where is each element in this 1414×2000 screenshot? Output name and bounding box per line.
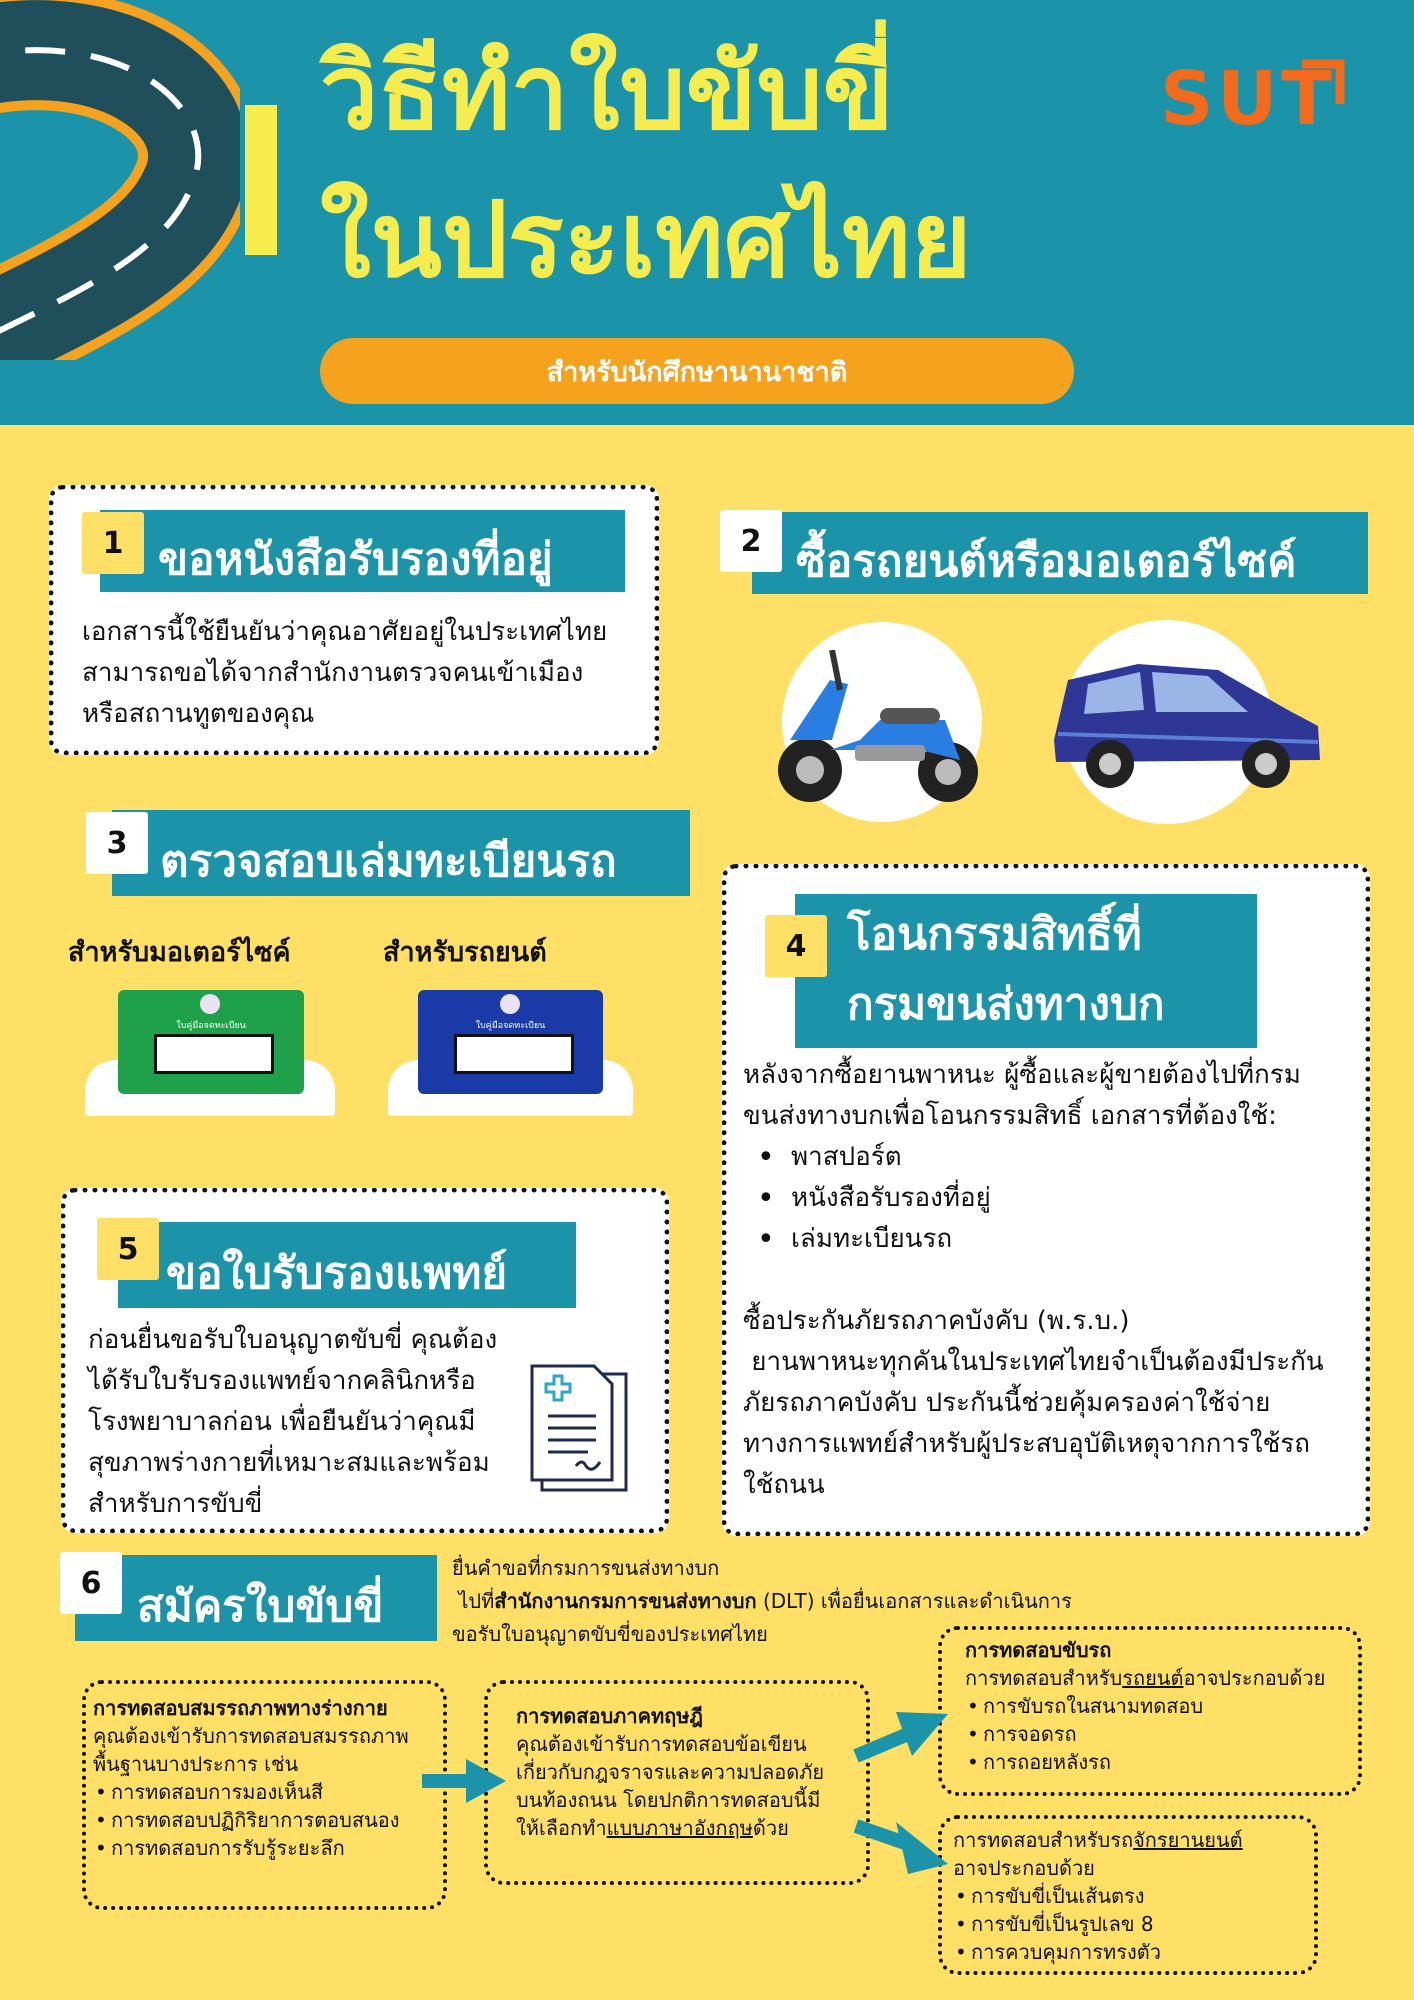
arrow-right-icon (420, 1755, 510, 1815)
step5-title: ขอใบรับรองแพทย์ (118, 1222, 576, 1308)
step5-number-badge: 5 (97, 1218, 159, 1280)
motorcycle-icon (770, 650, 990, 810)
step2-title: ซื้อรถยนต์หรือมอเตอร์ไซค์ (752, 512, 1368, 594)
physical-test-list (93, 1778, 438, 1862)
list-item: • การถอยหลังรถ (965, 1748, 1355, 1776)
step5-body-line: สำหรับการขับขี่ (88, 1489, 263, 1519)
step6-desc-line (452, 1585, 1152, 1618)
desc-text: (DLT) เพื่อยื่นเอกสารและดำเนินการ (756, 1589, 1072, 1613)
list-item: • การทดสอบการรับรู้ระยะลึก (93, 1834, 438, 1862)
list-item: • พาสปอร์ต (743, 1137, 1363, 1178)
required-documents-list (743, 1137, 1363, 1260)
title-accent-bar (245, 105, 277, 255)
driving-test-intro (965, 1664, 1355, 1692)
insurance-line: ภัยรถภาคบังคับ ประกันนี้ช่วยคุ้มครองค่าใช้จ่าย (743, 1388, 1271, 1418)
step6-number-badge: 6 (60, 1552, 122, 1614)
step3-title: ตรวจสอบเล่มทะเบียนรถ (112, 810, 690, 896)
car-text: รถยนต์ (1122, 1666, 1184, 1690)
moto-test-intro (953, 1826, 1313, 1854)
theory-text: ให้เลือกทำ (516, 1816, 607, 1840)
english-version-text: แบบภาษาอังกฤษ (606, 1816, 753, 1840)
theory-test-line: เกี่ยวกับกฎจราจรและความปลอดภัย (516, 1760, 825, 1784)
step4-intro-line: ขนส่งทางบกเพื่อโอนกรรมสิทธิ์ เอกสารที่ต้องใช้: (743, 1101, 1277, 1131)
moto-test-intro-line2: อาจประกอบด้วย (953, 1856, 1095, 1880)
arrow-up-right-icon (852, 1690, 952, 1770)
step4-title-line: โอนกรรมสิทธิ์ที่ (847, 909, 1142, 960)
desc-text: ไปที่ (452, 1589, 495, 1613)
subtitle-pill: สำหรับนักศึกษานานาชาติ (320, 338, 1074, 404)
dlt-office-name: สำนักงานกรมการขนส่งทางบก (494, 1589, 757, 1613)
step2-number-badge: 2 (720, 510, 782, 572)
list-item: • เล่มทะเบียนรถ (743, 1219, 1363, 1260)
step1-number-badge: 1 (82, 512, 144, 574)
emblem-icon (500, 994, 520, 1014)
list-item: • การทดสอบปฏิกิริยาการตอบสนอง (93, 1806, 438, 1834)
theory-test-line: คุณต้องเข้ารับการทดสอบข้อเขียน (516, 1732, 807, 1756)
book-caption: ใบคู่มือจดทะเบียน (176, 1021, 246, 1031)
physical-test-line: คุณต้องเข้ารับการทดสอบสมรรถภาพ (93, 1724, 409, 1748)
step4-title (795, 894, 1257, 1048)
book-info-panel (154, 1034, 274, 1074)
sut-logo: SUT (1160, 56, 1336, 142)
step5-body-line: สุขภาพร่างกายที่เหมาะสมและพร้อม (88, 1448, 490, 1478)
list-item: • การจอดรถ (965, 1720, 1355, 1748)
list-item: • การทดสอบการมองเห็นสี (93, 1778, 438, 1806)
step1-body (82, 612, 652, 735)
theory-test-line (516, 1814, 856, 1842)
arrow-down-right-icon (852, 1812, 952, 1892)
step5-body-line: ก่อนยื่นขอรับใบอนุญาตขับขี่ คุณต้อง (88, 1325, 498, 1355)
road-illustration (0, 0, 240, 360)
insurance-line: ทางการแพทย์สำหรับผู้ประสบอุบัติเหตุจากการใช้รถ (743, 1429, 1310, 1459)
step4-body (743, 1055, 1363, 1506)
list-item: • การขับขี่เป็นรูปเลข 8 (953, 1910, 1313, 1938)
step4-title-line: กรมขนส่งทางบก (847, 979, 1165, 1030)
car-driving-test-list (965, 1692, 1355, 1776)
moto-driving-test-list (953, 1882, 1313, 1966)
car-icon (1048, 660, 1328, 790)
emblem-icon (200, 994, 220, 1014)
driving-test-title: การทดสอบขับรถ (965, 1638, 1112, 1662)
insurance-line: ยานพาหนะทุกคันในประเทศไทยจำเป็นต้องมีประกัน (743, 1347, 1324, 1377)
page-title-line1: วิธีทำใบขับขี่ (320, 31, 894, 153)
step1-body-line: สามารถขอได้จากสำนักงานตรวจคนเข้าเมือง (82, 658, 584, 688)
book-caption: ใบคู่มือจดทะเบียน (475, 1021, 546, 1031)
insurance-heading: ซื้อประกันภัยรถภาคบังคับ (พ.ร.บ.) (743, 1306, 1130, 1336)
moto-registration-label: สำหรับมอเตอร์ไซค์ (68, 937, 291, 968)
theory-test-title: การทดสอบภาคทฤษฎี (516, 1704, 703, 1728)
physical-test-line: พื้นฐานบางประการ เช่น (93, 1752, 299, 1776)
physical-test-title: การทดสอบสมรรถภาพทางร่างกาย (93, 1696, 388, 1720)
step4-intro-line: หลังจากซื้อยานพาหนะ ผู้ซื้อและผู้ขายต้องไปที่กรม (743, 1060, 1301, 1090)
book-info-panel (454, 1034, 574, 1074)
intro-text: อาจประกอบด้วย (1183, 1666, 1326, 1690)
logo-corner-mark (1298, 58, 1350, 108)
car-driving-test-content (965, 1636, 1355, 1776)
step5-body-line: ได้รับใบรับรองแพทย์จากคลินิกหรือ (88, 1366, 476, 1396)
list-item: • การขับรถในสนามทดสอบ (965, 1692, 1355, 1720)
intro-text: การทดสอบสำหรับรถ (953, 1828, 1134, 1852)
page-title-line2: ในประเทศไทย (320, 179, 972, 301)
theory-text: ด้วย (752, 1816, 789, 1840)
medical-certificate-icon (528, 1362, 630, 1494)
list-item: • การควบคุมการทรงตัว (953, 1938, 1313, 1966)
step6-desc-line: ยื่นคำขอที่กรมการขนส่งทางบก (452, 1556, 720, 1580)
list-item: • หนังสือรับรองที่อยู่ (743, 1178, 1363, 1219)
theory-test-line: บนท้องถนน โดยปกติการทดสอบนี้มี (516, 1788, 821, 1812)
step5-body (88, 1320, 548, 1525)
step6-desc-line: ขอรับใบอนุญาตขับขี่ของประเทศไทย (452, 1622, 768, 1646)
intro-text: การทดสอบสำหรับ (965, 1666, 1123, 1690)
physical-test-content (93, 1694, 438, 1862)
step1-body-line: เอกสารนี้ใช้ยืนยันว่าคุณอาศัยอยู่ในประเทศไทย (82, 617, 608, 647)
insurance-line: ใช้ถนน (743, 1470, 825, 1500)
motorcycle-text: จักรยานยนต์ (1133, 1828, 1243, 1852)
list-item: • การขับขี่เป็นเส้นตรง (953, 1882, 1313, 1910)
step3-number-badge: 3 (86, 812, 148, 874)
step5-body-line: โรงพยาบาลก่อน เพื่อยืนยันว่าคุณมี (88, 1407, 476, 1437)
theory-test-content (516, 1702, 856, 1842)
step1-title: ขอหนังสือรับรองที่อยู่ (100, 510, 625, 592)
car-registration-label: สำหรับรถยนต์ (383, 937, 547, 968)
header-banner (0, 0, 1414, 425)
moto-driving-test-content (953, 1826, 1313, 1966)
car-registration-book (418, 990, 603, 1094)
step4-number-badge: 4 (765, 915, 827, 977)
moto-registration-book (118, 990, 304, 1094)
step1-body-line: หรือสถานทูตของคุณ (82, 699, 315, 729)
step6-title: สมัครใบขับขี่ (75, 1555, 437, 1641)
